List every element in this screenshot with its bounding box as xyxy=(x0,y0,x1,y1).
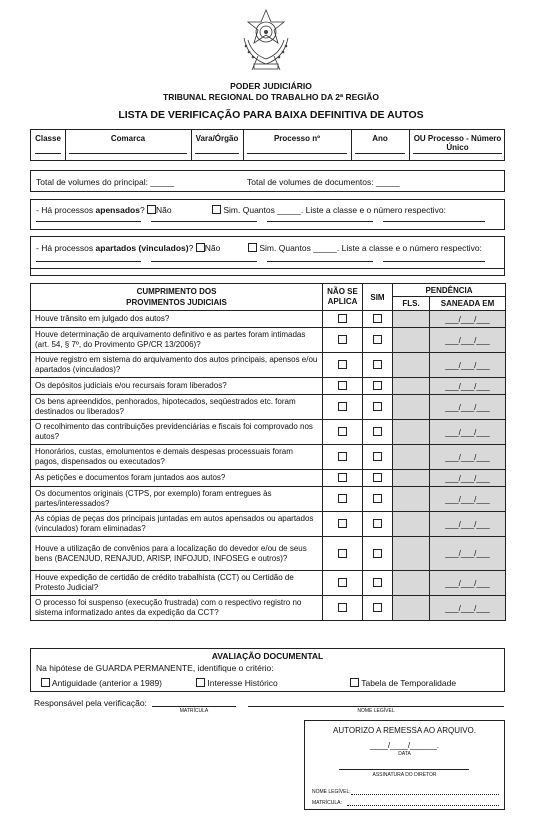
sim-cell xyxy=(363,596,393,621)
apensados-question-suffix: ? xyxy=(139,205,145,215)
nao-se-aplica-cell xyxy=(323,353,363,378)
sim-cell xyxy=(363,328,393,353)
field-numero-unico[interactable] xyxy=(409,130,506,160)
apensados-nao-label: Não xyxy=(156,205,172,215)
sim-checkbox[interactable] xyxy=(373,519,382,528)
col-nao-line1: NÃO SE xyxy=(327,287,358,296)
fls-cell[interactable] xyxy=(393,445,430,470)
volumes-box xyxy=(30,170,505,192)
col-nao-se-aplica xyxy=(323,284,363,311)
nao-se-aplica-checkbox[interactable] xyxy=(338,603,347,612)
nao-se-aplica-cell xyxy=(323,445,363,470)
option-tabela-temporalidade[interactable] xyxy=(350,678,456,688)
question-text: Os documentos originais (CTPS, por exemplo) foram entregues às partes/interessados? xyxy=(31,487,323,512)
nao-se-aplica-cell xyxy=(323,596,363,621)
responsavel-matricula-line[interactable] xyxy=(152,706,236,707)
table-row xyxy=(31,596,506,621)
fls-cell[interactable] xyxy=(393,311,430,328)
table-row xyxy=(31,445,506,470)
nao-se-aplica-checkbox[interactable] xyxy=(338,427,347,436)
col-saneada-em: SANEADA EM xyxy=(430,297,506,311)
id-fields-box xyxy=(30,129,505,161)
saneada-em-cell[interactable]: ___/___/___ xyxy=(430,470,506,487)
nao-se-aplica-cell xyxy=(323,395,363,420)
question-text: Honorários, custas, emolumentos e demais despesas processuais foram pagos, dispensados ou executados? xyxy=(31,445,323,470)
table-row xyxy=(31,470,506,487)
table-row xyxy=(31,512,506,537)
sim-cell xyxy=(363,311,393,328)
apartados-line-2[interactable] xyxy=(151,261,257,262)
sim-checkbox[interactable] xyxy=(373,314,382,323)
page-title: LISTA DE VERIFICAÇÃO PARA BAIXA DEFINITIVA DE AUTOS xyxy=(118,109,424,121)
nao-se-aplica-checkbox[interactable] xyxy=(338,494,347,503)
table-row xyxy=(31,378,506,395)
col-nao-line2: APLICA xyxy=(327,297,358,306)
fls-cell[interactable] xyxy=(393,487,430,512)
saneada-em-cell[interactable]: ___/___/___ xyxy=(430,487,506,512)
apartados-keyword: apartados (vinculados) xyxy=(95,243,189,253)
antiguidade-label: Antiguidade (anterior a 1989) xyxy=(51,678,163,688)
field-ano-label: Ano xyxy=(372,134,388,143)
apartados-nao-checkbox[interactable] xyxy=(196,243,205,252)
sim-checkbox[interactable] xyxy=(373,360,382,369)
apartados-line-1[interactable] xyxy=(36,261,141,262)
apartados-line-4[interactable] xyxy=(383,261,485,262)
sim-cell xyxy=(363,420,393,445)
avaliacao-title: AVALIAÇÃO DOCUMENTAL xyxy=(211,651,324,661)
field-numero-unico-label: OU Processo - Número Único xyxy=(413,134,502,152)
question-text: Houve registro em sistema do arquivamento dos autos principais, apensos e/ou apartados (vinculados)? xyxy=(31,353,323,378)
fls-cell[interactable] xyxy=(393,395,430,420)
table-row xyxy=(31,328,506,353)
saneada-em-cell[interactable]: ___/___/___ xyxy=(430,328,506,353)
question-text: As cópias de peças dos principais juntadas em autos apensados ou apartados (vinculados) foram eliminadas? xyxy=(31,512,323,537)
col-cumprimento-line1: CUMPRIMENTO DOS xyxy=(136,287,217,296)
sim-cell xyxy=(363,395,393,420)
table-row xyxy=(31,571,506,596)
sim-cell xyxy=(363,512,393,537)
tabela-temporalidade-label: Tabela de Temporalidade xyxy=(361,678,457,688)
fls-cell[interactable] xyxy=(393,537,430,571)
field-ano[interactable] xyxy=(351,130,409,160)
sim-cell xyxy=(363,445,393,470)
fls-cell[interactable] xyxy=(393,420,430,445)
nao-se-aplica-checkbox[interactable] xyxy=(338,549,347,558)
saneada-em-cell[interactable]: ___/___/___ xyxy=(430,378,506,395)
apensados-question-prefix: - Há processos xyxy=(36,205,96,215)
saneada-em-cell[interactable]: ___/___/___ xyxy=(430,445,506,470)
antiguidade-checkbox[interactable] xyxy=(41,678,50,687)
apensados-nao-checkbox[interactable] xyxy=(147,205,156,214)
saneada-em-cell[interactable]: ___/___/___ xyxy=(430,353,506,378)
avaliacao-box xyxy=(30,648,505,692)
nao-se-aplica-cell xyxy=(323,571,363,596)
responsavel-matricula-caption: MATRÍCULA xyxy=(179,708,209,714)
sim-cell xyxy=(363,470,393,487)
apartados-nao-label: Não xyxy=(204,243,221,253)
sim-checkbox[interactable] xyxy=(373,427,382,436)
apensados-sim-checkbox[interactable] xyxy=(212,205,221,214)
apensados-sim-label: Sim. Quantos _____. Liste a classe e o número respectivo: xyxy=(223,205,446,215)
sim-cell xyxy=(363,353,393,378)
fls-cell[interactable] xyxy=(393,353,430,378)
nao-se-aplica-checkbox[interactable] xyxy=(338,578,347,587)
nao-se-aplica-checkbox[interactable] xyxy=(338,335,347,344)
saneada-em-cell[interactable]: ___/___/___ xyxy=(430,512,506,537)
saneada-em-cell[interactable]: ___/___/___ xyxy=(430,420,506,445)
saneada-em-cell[interactable]: ___/___/___ xyxy=(430,596,506,621)
question-text: Os depósitos judiciais e/ou recursais foram liberados? xyxy=(31,378,323,395)
col-cumprimento xyxy=(31,284,323,311)
fls-cell[interactable] xyxy=(393,512,430,537)
apartados-sim-label: Sim. Quantos _____. Liste a classe e o número respectivo: xyxy=(259,243,482,253)
nao-se-aplica-cell xyxy=(323,487,363,512)
nao-se-aplica-checkbox[interactable] xyxy=(338,519,347,528)
question-text: Houve a utilização de convênios para a localização do devedor e/ou de seus bens (BACENJUD, RENAJUD, ARISP, INFOJUD, INFOSEG e outros)? xyxy=(31,537,323,571)
volumes-principal[interactable]: Total de volumes do principal: _____ xyxy=(36,177,174,187)
col-fls: FLS. xyxy=(393,297,430,311)
autorizo-matricula-label: MATRÍCULA: xyxy=(312,800,342,806)
assinatura-line[interactable] xyxy=(339,769,469,770)
table-header-row xyxy=(31,284,506,297)
autorizo-nome-line[interactable] xyxy=(351,794,499,795)
nao-se-aplica-cell xyxy=(323,328,363,353)
option-antiguidade[interactable] xyxy=(41,678,162,688)
question-text: O recolhimento das contribuições previdenciárias e fiscais foi comprovado nos autos? xyxy=(31,420,323,445)
sim-checkbox[interactable] xyxy=(373,452,382,461)
field-processo[interactable] xyxy=(243,130,351,160)
question-text: Houve expedição de certidão de crédito trabalhista (CCT) ou Certidão de Protesto Judicial? xyxy=(31,571,323,596)
sim-cell xyxy=(363,487,393,512)
sim-checkbox[interactable] xyxy=(373,402,382,411)
tabela-temporalidade-checkbox[interactable] xyxy=(350,678,359,687)
nao-se-aplica-cell xyxy=(323,311,363,328)
apartados-sim-checkbox[interactable] xyxy=(248,243,257,252)
question-text: Houve trânsito em julgado dos autos? xyxy=(31,311,323,328)
sim-cell xyxy=(363,537,393,571)
sim-checkbox[interactable] xyxy=(373,578,382,587)
interesse-historico-label: Interesse Histórico xyxy=(207,678,278,688)
apensados-keyword: apensados xyxy=(95,205,140,215)
apartados-line-3[interactable] xyxy=(267,261,373,262)
field-processo-label: Processo nº xyxy=(273,134,321,143)
sim-cell xyxy=(363,378,393,395)
col-sim: SIM xyxy=(363,284,393,311)
sim-checkbox[interactable] xyxy=(373,494,382,503)
nao-se-aplica-cell xyxy=(323,420,363,445)
autorizo-box xyxy=(304,720,505,810)
autorizo-matricula-line[interactable] xyxy=(347,805,499,806)
table-row xyxy=(31,537,506,571)
nao-se-aplica-checkbox[interactable] xyxy=(338,381,347,390)
field-classe[interactable] xyxy=(31,130,65,160)
checklist-table xyxy=(30,283,506,621)
nao-se-aplica-cell xyxy=(323,512,363,537)
col-pendencia: PENDÊNCIA xyxy=(393,284,506,297)
header-line1: PODER JUDICIÁRIO xyxy=(230,81,312,91)
responsavel-nome-caption: NOME LEGÍVEL xyxy=(357,708,395,714)
autorizo-title: AUTORIZO A REMESSA AO ARQUIVO. xyxy=(332,726,476,735)
sim-checkbox[interactable] xyxy=(373,603,382,612)
table-row xyxy=(31,395,506,420)
apensados-box xyxy=(30,199,505,230)
question-text: O processo foi suspenso (execução frustrada) com o respectivo registro no sistema informatizado antes da expedição da CCT? xyxy=(31,596,323,621)
header-line2: TRIBUNAL REGIONAL DO TRABALHO DA 2ª REGIÃO xyxy=(163,92,379,102)
fls-cell[interactable] xyxy=(393,328,430,353)
assinatura-caption: ASSINATURA DO DIRETOR xyxy=(372,772,437,778)
field-vara-orgao[interactable] xyxy=(191,130,243,160)
apensados-line-1[interactable] xyxy=(36,221,141,222)
col-cumprimento-line2: PROVIMENTOS JUDICIAIS xyxy=(126,298,227,307)
option-interesse-historico[interactable] xyxy=(196,678,278,688)
saneada-em-cell[interactable]: ___/___/___ xyxy=(430,395,506,420)
question-text: Os bens apreendidos, penhorados, hipotecados, seqüestrados etc. foram destinados ou liberados? xyxy=(31,395,323,420)
apensados-line-2[interactable] xyxy=(151,221,257,222)
table-row xyxy=(31,353,506,378)
apensados-line-3[interactable] xyxy=(267,221,373,222)
volumes-documentos[interactable]: Total de volumes de documentos: _____ xyxy=(247,177,400,187)
apartados-box xyxy=(30,236,505,276)
interesse-historico-checkbox[interactable] xyxy=(196,678,205,687)
nao-se-aplica-checkbox[interactable] xyxy=(338,360,347,369)
sim-checkbox[interactable] xyxy=(373,473,382,482)
saneada-em-cell[interactable]: ___/___/___ xyxy=(430,537,506,571)
apensados-line-4[interactable] xyxy=(383,221,485,222)
avaliacao-instruction: Na hipótese de GUARDA PERMANENTE, identifique o critério: xyxy=(36,663,274,673)
nao-se-aplica-checkbox[interactable] xyxy=(338,314,347,323)
responsavel-nome-line[interactable] xyxy=(248,706,504,707)
nao-se-aplica-cell xyxy=(323,537,363,571)
autorizo-data-caption: DATA xyxy=(398,751,411,757)
field-comarca[interactable] xyxy=(65,130,191,160)
apartados-question-prefix: - Há processos xyxy=(36,243,96,253)
autorizo-nome-label: NOME LEGÍVEL: xyxy=(312,789,351,795)
saneada-em-cell[interactable]: ___/___/___ xyxy=(430,311,506,328)
question-text: As petições e documentos foram juntados aos autos? xyxy=(31,470,323,487)
fls-cell[interactable] xyxy=(393,596,430,621)
nao-se-aplica-checkbox[interactable] xyxy=(338,473,347,482)
sim-checkbox[interactable] xyxy=(373,549,382,558)
field-comarca-label: Comarca xyxy=(110,134,146,143)
table-row xyxy=(31,420,506,445)
nao-se-aplica-cell xyxy=(323,378,363,395)
question-text: Houve determinação de arquivamento definitivo e as partes foram intimadas (art. 54, § 7º, do Provimento GP/CR 13/2006)? xyxy=(31,328,323,353)
fls-cell[interactable] xyxy=(393,378,430,395)
sim-checkbox[interactable] xyxy=(373,335,382,344)
fls-cell[interactable] xyxy=(393,571,430,596)
field-vara-label: Vara/Órgão xyxy=(195,134,239,143)
saneada-em-cell[interactable]: ___/___/___ xyxy=(430,571,506,596)
responsavel-label: Responsável pela verificação: xyxy=(34,698,147,708)
table-row xyxy=(31,487,506,512)
fls-cell[interactable] xyxy=(393,470,430,487)
apartados-question-suffix: ? xyxy=(188,243,194,253)
nao-se-aplica-checkbox[interactable] xyxy=(338,452,347,461)
nao-se-aplica-checkbox[interactable] xyxy=(338,402,347,411)
autorizo-date[interactable]: ____/____/______. xyxy=(370,741,439,750)
table-row xyxy=(31,311,506,328)
nao-se-aplica-cell xyxy=(323,470,363,487)
field-classe-label: Classe xyxy=(35,134,61,143)
sim-cell xyxy=(363,571,393,596)
sim-checkbox[interactable] xyxy=(373,381,382,390)
coat-of-arms-icon xyxy=(238,8,294,74)
